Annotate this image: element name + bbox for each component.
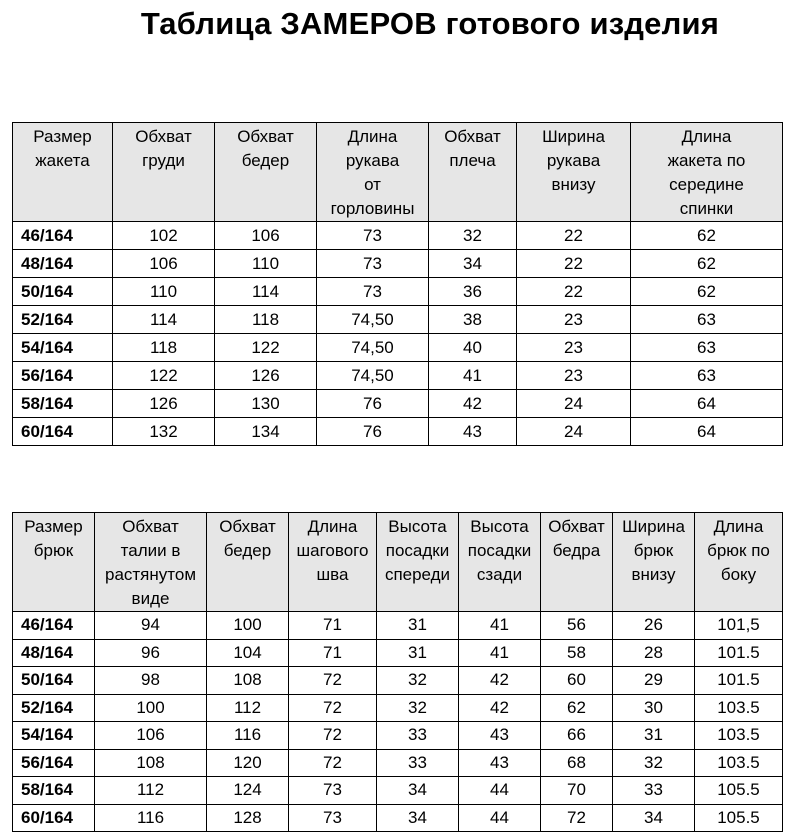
table-cell: 101.5 <box>695 639 783 667</box>
table-cell: 72 <box>289 667 377 695</box>
table-row <box>13 804 783 832</box>
table-row <box>13 250 783 278</box>
header-cell: Размер брюк <box>13 513 95 612</box>
table-cell: 31 <box>377 639 459 667</box>
table-cell: 42 <box>429 390 517 418</box>
table-cell: 68 <box>541 749 613 777</box>
table-cell: 62 <box>541 694 613 722</box>
table-cell: 72 <box>541 804 613 832</box>
table-cell: 34 <box>377 777 459 805</box>
table-cell: 126 <box>215 362 317 390</box>
table-cell: 74,50 <box>317 334 429 362</box>
table-cell: 64 <box>631 390 783 418</box>
size-cell: 52/164 <box>13 694 95 722</box>
size-cell: 50/164 <box>13 278 113 306</box>
table-cell: 71 <box>289 639 377 667</box>
size-cell: 50/164 <box>13 667 95 695</box>
table-cell: 62 <box>631 250 783 278</box>
table-cell: 72 <box>289 749 377 777</box>
table-cell: 106 <box>113 250 215 278</box>
header-cell: Высота посадки сзади <box>459 513 541 612</box>
size-cell: 60/164 <box>13 804 95 832</box>
table-cell: 23 <box>517 334 631 362</box>
table-cell: 34 <box>429 250 517 278</box>
table-cell: 34 <box>613 804 695 832</box>
table-cell: 22 <box>517 222 631 250</box>
header-cell: Размер жакета <box>13 123 113 222</box>
table-cell: 105.5 <box>695 777 783 805</box>
table-row <box>13 639 783 667</box>
header-cell: Обхват бедер <box>215 123 317 222</box>
table-cell: 33 <box>613 777 695 805</box>
table-cell: 96 <box>95 639 207 667</box>
table-cell: 101.5 <box>695 667 783 695</box>
header-cell: Обхват плеча <box>429 123 517 222</box>
table-cell: 30 <box>613 694 695 722</box>
size-cell: 46/164 <box>13 612 95 640</box>
table-row <box>13 612 783 640</box>
table-cell: 103.5 <box>695 749 783 777</box>
table-cell: 120 <box>207 749 289 777</box>
table-cell: 42 <box>459 694 541 722</box>
table-row <box>13 390 783 418</box>
table-cell: 22 <box>517 278 631 306</box>
size-cell: 48/164 <box>13 639 95 667</box>
size-cell: 46/164 <box>13 222 113 250</box>
table-cell: 29 <box>613 667 695 695</box>
table-row <box>13 418 783 446</box>
table-cell: 44 <box>459 777 541 805</box>
table-cell: 112 <box>95 777 207 805</box>
table-cell: 41 <box>429 362 517 390</box>
table-row <box>13 278 783 306</box>
table-cell: 103.5 <box>695 694 783 722</box>
size-cell: 60/164 <box>13 418 113 446</box>
pants-table-body <box>13 612 783 832</box>
header-cell: Длина шагового шва <box>289 513 377 612</box>
table-row <box>13 777 783 805</box>
header-cell: Обхват груди <box>113 123 215 222</box>
size-cell: 58/164 <box>13 390 113 418</box>
header-cell: Обхват талии в растянутом виде <box>95 513 207 612</box>
table-cell: 132 <box>113 418 215 446</box>
page-title: Таблица ЗАМЕРОВ готового изделия <box>140 6 720 41</box>
jacket-table-body <box>13 222 783 446</box>
table-cell: 100 <box>207 612 289 640</box>
size-cell: 52/164 <box>13 306 113 334</box>
header-cell: Длина рукава от горловины <box>317 123 429 222</box>
table-row <box>13 334 783 362</box>
table-row <box>13 722 783 750</box>
table-cell: 43 <box>429 418 517 446</box>
table-cell: 22 <box>517 250 631 278</box>
table-header-row <box>13 513 783 612</box>
header-cell: Ширина брюк внизу <box>613 513 695 612</box>
table-cell: 130 <box>215 390 317 418</box>
table-row <box>13 667 783 695</box>
table-cell: 106 <box>95 722 207 750</box>
table-cell: 112 <box>207 694 289 722</box>
table-cell: 101,5 <box>695 612 783 640</box>
table-cell: 116 <box>95 804 207 832</box>
table-row <box>13 222 783 250</box>
table-cell: 23 <box>517 362 631 390</box>
table-cell: 62 <box>631 278 783 306</box>
table-cell: 105.5 <box>695 804 783 832</box>
header-cell: Ширина рукава внизу <box>517 123 631 222</box>
size-cell: 54/164 <box>13 334 113 362</box>
table-cell: 64 <box>631 418 783 446</box>
table-cell: 34 <box>377 804 459 832</box>
table-cell: 70 <box>541 777 613 805</box>
header-cell: Высота посадки спереди <box>377 513 459 612</box>
table-cell: 28 <box>613 639 695 667</box>
table-cell: 72 <box>289 694 377 722</box>
size-cell: 56/164 <box>13 362 113 390</box>
table-header-row <box>13 123 783 222</box>
table-cell: 60 <box>541 667 613 695</box>
table-row <box>13 306 783 334</box>
table-cell: 56 <box>541 612 613 640</box>
table-cell: 126 <box>113 390 215 418</box>
table-cell: 63 <box>631 362 783 390</box>
table-cell: 26 <box>613 612 695 640</box>
table-cell: 118 <box>215 306 317 334</box>
jacket-measurements-table <box>12 122 783 446</box>
table-cell: 108 <box>95 749 207 777</box>
table-cell: 72 <box>289 722 377 750</box>
table-cell: 32 <box>613 749 695 777</box>
table-cell: 44 <box>459 804 541 832</box>
pants-measurements-table <box>12 512 783 832</box>
size-cell: 48/164 <box>13 250 113 278</box>
table-cell: 124 <box>207 777 289 805</box>
table-cell: 118 <box>113 334 215 362</box>
table-cell: 134 <box>215 418 317 446</box>
table-cell: 110 <box>113 278 215 306</box>
table-cell: 62 <box>631 222 783 250</box>
table-cell: 98 <box>95 667 207 695</box>
table-cell: 116 <box>207 722 289 750</box>
table-cell: 40 <box>429 334 517 362</box>
table-cell: 73 <box>289 804 377 832</box>
header-cell: Обхват бедра <box>541 513 613 612</box>
table-cell: 42 <box>459 667 541 695</box>
table-cell: 114 <box>113 306 215 334</box>
table-cell: 128 <box>207 804 289 832</box>
table-cell: 32 <box>377 694 459 722</box>
table-row <box>13 749 783 777</box>
table-cell: 31 <box>613 722 695 750</box>
table-cell: 33 <box>377 749 459 777</box>
header-cell: Длина жакета по середине спинки <box>631 123 783 222</box>
table-cell: 74,50 <box>317 306 429 334</box>
table-cell: 104 <box>207 639 289 667</box>
table-cell: 122 <box>113 362 215 390</box>
table-cell: 41 <box>459 639 541 667</box>
table-cell: 110 <box>215 250 317 278</box>
table-cell: 73 <box>317 278 429 306</box>
table-cell: 24 <box>517 418 631 446</box>
table-cell: 66 <box>541 722 613 750</box>
table-cell: 23 <box>517 306 631 334</box>
table-cell: 122 <box>215 334 317 362</box>
table-cell: 100 <box>95 694 207 722</box>
table-cell: 38 <box>429 306 517 334</box>
table-cell: 43 <box>459 722 541 750</box>
table-cell: 94 <box>95 612 207 640</box>
header-cell: Длина брюк по боку <box>695 513 783 612</box>
header-cell: Обхват бедер <box>207 513 289 612</box>
table-cell: 103.5 <box>695 722 783 750</box>
table-cell: 73 <box>317 250 429 278</box>
table-cell: 102 <box>113 222 215 250</box>
table-cell: 74,50 <box>317 362 429 390</box>
table-cell: 41 <box>459 612 541 640</box>
table-cell: 58 <box>541 639 613 667</box>
table-cell: 33 <box>377 722 459 750</box>
table-cell: 73 <box>317 222 429 250</box>
table-cell: 31 <box>377 612 459 640</box>
table-cell: 76 <box>317 390 429 418</box>
size-cell: 54/164 <box>13 722 95 750</box>
size-cell: 56/164 <box>13 749 95 777</box>
table-cell: 63 <box>631 334 783 362</box>
table-cell: 24 <box>517 390 631 418</box>
table-row <box>13 694 783 722</box>
table-row <box>13 362 783 390</box>
table-cell: 32 <box>377 667 459 695</box>
table-cell: 71 <box>289 612 377 640</box>
table-cell: 76 <box>317 418 429 446</box>
table-cell: 114 <box>215 278 317 306</box>
table-cell: 36 <box>429 278 517 306</box>
table-cell: 106 <box>215 222 317 250</box>
table-cell: 73 <box>289 777 377 805</box>
table-cell: 108 <box>207 667 289 695</box>
table-cell: 43 <box>459 749 541 777</box>
table-cell: 63 <box>631 306 783 334</box>
size-cell: 58/164 <box>13 777 95 805</box>
table-cell: 32 <box>429 222 517 250</box>
